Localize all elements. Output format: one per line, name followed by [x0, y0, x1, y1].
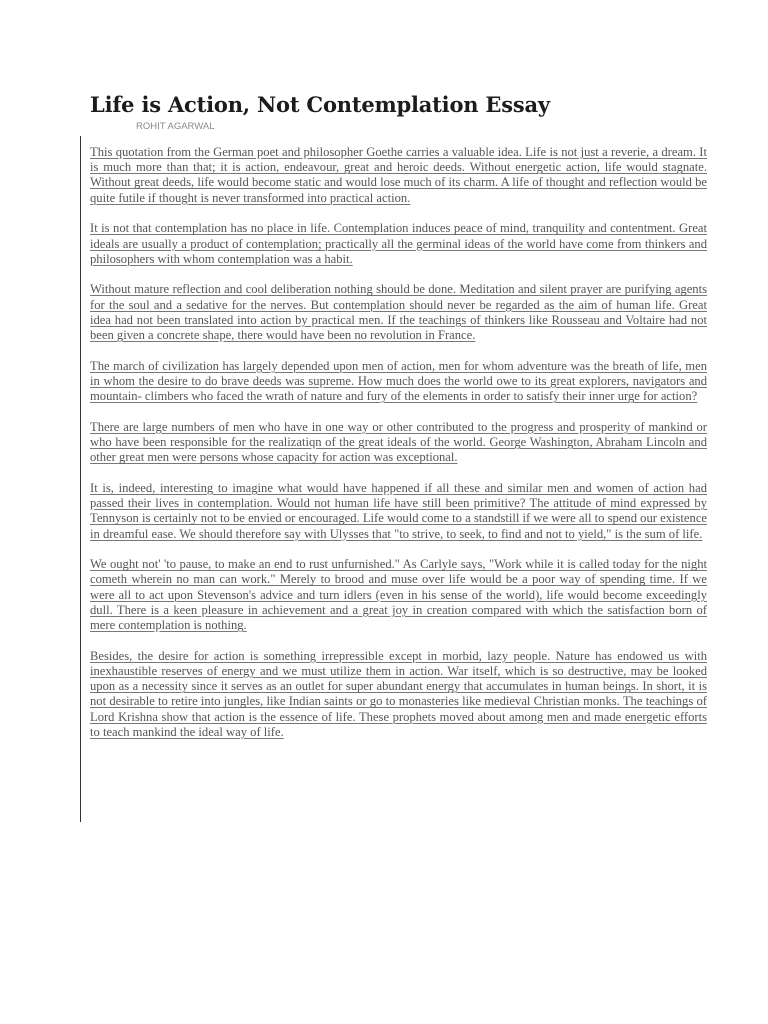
margin-rule: [80, 136, 81, 822]
paragraph-2: It is not that contemplation has no place in life. Contemplation induces peace of mind, tranquility and contentment. Great ideals are usually a product of contemplation; practically all the germinal ideas of the world have come from thinkers and philosophers with whom contemplation was a habit.: [90, 221, 707, 266]
paragraph-1: This quotation from the German poet and philosopher Goethe carries a valuable idea. Life is not just a reverie, a dream. It is much more than that; it is action, endeavour, great and heroic deeds. Without energetic action, life would stagnate. Without great deeds, life would become static and would lose much of its charm. A life of thought and reflection would be quite futile if thought is never transformed into practical action.: [90, 145, 707, 205]
document-body: [90, 145, 707, 756]
paragraph-8: Besides, the desire for action is something irrepressible except in morbid, lazy people. Nature has endowed us with inexhaustible reserves of energy and we must utilize them in action. War itself, which is so destructive, may be looked upon as a necessity since it serves as an outlet for super abundant energy that accumulates in human beings. In short, it is not desirable to retire into jungles, like Indian saints or go to monasteries like medieval Christian monks. The teachings of Lord Krishna show that action is the essence of life. These prophets moved about among men and made energetic efforts to teach mankind the ideal way of life.: [90, 648, 707, 739]
paragraph-4: The march of civilization has largely depended upon men of action, men for whom adventure was the breath of life, men in whom the desire to do brave deeds was supreme. How much does the world owe to its great explorers, navigators and mountain- climbers who faced the wrath of nature and fury of the elements in order to satisfy their inner urge for action?: [90, 358, 707, 404]
author-name: ROHIT AGARWAL: [136, 121, 215, 132]
paragraph-7: We ought not' 'to pause, to make an end to rust unfurnished." As Carlyle says, "Work while it is called today for the night cometh wherein no man can work." Merely to brood and muse over life would be a poor way of spending time. If we were all to act upon Stevenson's advice and turn idlers (even in his sense of the world), life would become exceedingly dull. There is a keen pleasure in achievement and a great joy in creation compared with which the satisfaction born of mere contemplation is nothing.: [90, 557, 707, 633]
paragraph-5: There are large numbers of men who have in one way or other contributed to the progress and prosperity of mankind or who have been responsible for the realizatiqn of the great ideals of the world. George Washington, Abraham Lincoln and other great men were persons whose capacity for action was exceptional.: [90, 419, 707, 465]
paragraph-3: Without mature reflection and cool deliberation nothing should be done. Meditation and silent prayer are purifying agents for the soul and a sedative for the nerves. But contemplation should never be regarded as the aim of human life. Great idea had not been translated into action by practical men. If the teachings of thinkers like Rousseau and Voltaire had not been given a concrete shape, there would have been no revolution in France.: [90, 282, 707, 343]
document-title: Life is Action, Not Contemplation Essay: [90, 92, 550, 117]
paragraph-6: It is, indeed, interesting to imagine what would have happened if all these and similar men and women of action had passed their lives in contemplation. Would not human life have still been primitive? The attitude of mind expressed by Tennyson is certainly not to be envied or encouraged. Life would come to a standstill if we were all to spend our existence in dreamful ease. We should therefore say with Ulysses that "to strive, to seek, to find and not to yield," is the sum of life.: [90, 480, 707, 541]
